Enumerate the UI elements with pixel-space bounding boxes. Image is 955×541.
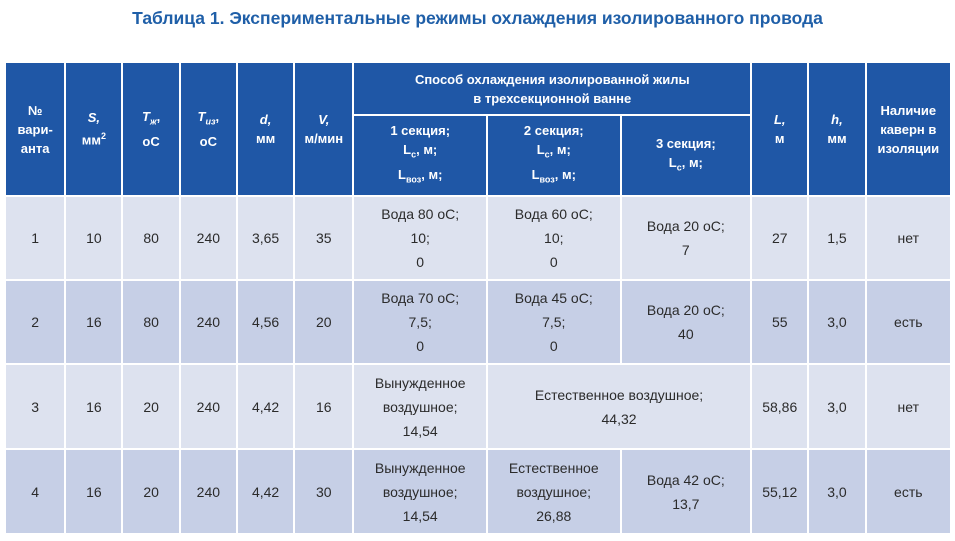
header-section-3: 3 секция; $L_с$, м; — [621, 115, 752, 196]
table-title: Таблица 1. Экспериментальные режимы охлаждения изолированного провода — [132, 8, 823, 28]
cell-sections-2-3: Естественное воздушное; 44,32 — [487, 364, 751, 449]
table-row — [5, 280, 951, 364]
header-row-1 — [5, 62, 951, 115]
cell-tzh: 20 — [122, 449, 179, 534]
table-row — [5, 364, 951, 449]
cell-cavities: нет — [866, 364, 951, 449]
header-thickness: h, мм — [808, 62, 865, 196]
cell-section-1: Вода 70 оС; 7,5; 0 — [353, 280, 487, 364]
header-cooling-method: Способ охлаждения изолированной жилы в трехсекционной ванне — [353, 62, 751, 115]
cell-variant: 4 — [5, 449, 65, 534]
cell-tiz: 240 — [180, 196, 237, 280]
cell-cavities: нет — [866, 196, 951, 280]
cell-s: 16 — [65, 280, 122, 364]
experimental-modes-table — [4, 61, 952, 535]
cell-v: 30 — [294, 449, 353, 534]
cell-cavities: есть — [866, 449, 951, 534]
header-length: L, м — [751, 62, 808, 196]
cell-section-1: Вынужденное воздушное; 14,54 — [353, 364, 487, 449]
cell-tiz: 240 — [180, 280, 237, 364]
cell-tzh: 20 — [122, 364, 179, 449]
cell-section-1: Вынужденное воздушное; 14,54 — [353, 449, 487, 534]
cell-s: 16 — [65, 364, 122, 449]
cell-tzh: 80 — [122, 196, 179, 280]
cell-section-3: Вода 20 оС; 40 — [621, 280, 752, 364]
header-cross-section: S, $мм^2$ — [65, 62, 122, 196]
cell-l: 55 — [751, 280, 808, 364]
cell-d: 4,42 — [237, 449, 294, 534]
header-speed: V, м/мин — [294, 62, 353, 196]
cell-d: 4,56 — [237, 280, 294, 364]
header-core-temperature: $T_ж$, оС — [122, 62, 179, 196]
header-diameter: d, мм — [237, 62, 294, 196]
cell-d: 3,65 — [237, 196, 294, 280]
cell-tzh: 80 — [122, 280, 179, 364]
cell-h: 1,5 — [808, 196, 865, 280]
cell-h: 3,0 — [808, 280, 865, 364]
cell-section-2: Естественное воздушное; 26,88 — [487, 449, 621, 534]
cell-tiz: 240 — [180, 449, 237, 534]
cell-section-1: Вода 80 оС; 10; 0 — [353, 196, 487, 280]
cell-section-2: Вода 60 оС; 10; 0 — [487, 196, 621, 280]
header-section-1: 1 секция; $L_с$, м; $L_{воз}$, м; — [353, 115, 487, 196]
cell-v: 20 — [294, 280, 353, 364]
cell-variant: 1 — [5, 196, 65, 280]
cell-v: 35 — [294, 196, 353, 280]
cell-variant: 3 — [5, 364, 65, 449]
header-section-2: 2 секция; $L_с$, м; $L_{воз}$, м; — [487, 115, 621, 196]
cell-h: 3,0 — [808, 364, 865, 449]
cell-h: 3,0 — [808, 449, 865, 534]
cell-tiz: 240 — [180, 364, 237, 449]
cell-variant: 2 — [5, 280, 65, 364]
header-insulation-temperature: $T_{из}$, оС — [180, 62, 237, 196]
cell-v: 16 — [294, 364, 353, 449]
cell-section-3: Вода 20 оС; 7 — [621, 196, 752, 280]
cell-s: 10 — [65, 196, 122, 280]
cell-cavities: есть — [866, 280, 951, 364]
cell-l: 58,86 — [751, 364, 808, 449]
header-variant-number: № вари- анта — [5, 62, 65, 196]
cell-s: 16 — [65, 449, 122, 534]
header-cavities: Наличие каверн в изоляции — [866, 62, 951, 196]
cell-section-3: Вода 42 оС; 13,7 — [621, 449, 752, 534]
cell-l: 55,12 — [751, 449, 808, 534]
cell-l: 27 — [751, 196, 808, 280]
cell-section-2: Вода 45 оС; 7,5; 0 — [487, 280, 621, 364]
cell-d: 4,42 — [237, 364, 294, 449]
table-row — [5, 449, 951, 534]
table-row — [5, 196, 951, 280]
